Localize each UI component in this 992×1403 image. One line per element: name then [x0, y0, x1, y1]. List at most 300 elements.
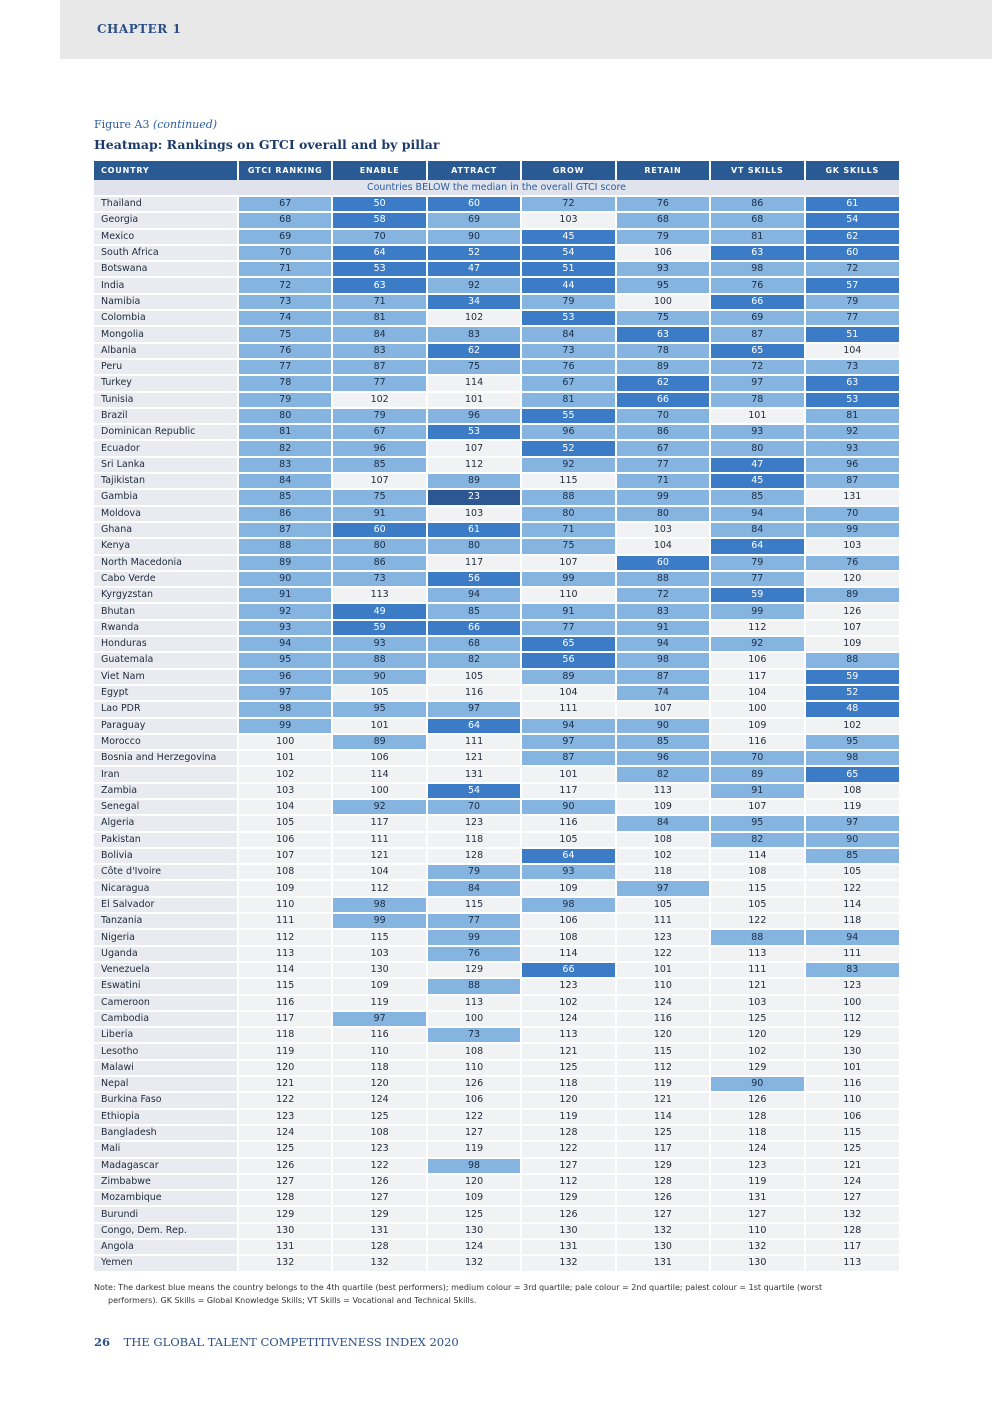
rank-cell: 97 — [616, 880, 710, 896]
rank-cell: 132 — [710, 1239, 804, 1255]
rank-cell: 101 — [616, 962, 710, 978]
rank-cell: 127 — [710, 1206, 804, 1222]
rank-cell: 104 — [710, 685, 804, 701]
rank-cell: 67 — [238, 196, 332, 212]
rank-cell: 120 — [805, 571, 899, 587]
rank-cell: 96 — [332, 440, 426, 456]
rank-cell: 122 — [332, 1158, 426, 1174]
rank-cell: 101 — [238, 750, 332, 766]
rank-cell: 83 — [332, 343, 426, 359]
rank-cell: 118 — [521, 1076, 615, 1092]
rank-cell: 98 — [616, 652, 710, 668]
rank-cell: 109 — [710, 718, 804, 734]
rank-cell: 100 — [238, 734, 332, 750]
rank-cell: 100 — [616, 294, 710, 310]
rank-cell: 111 — [710, 962, 804, 978]
rank-cell: 131 — [521, 1239, 615, 1255]
rank-cell: 65 — [805, 766, 899, 782]
country-cell: Ghana — [94, 522, 238, 538]
rank-cell: 60 — [805, 245, 899, 261]
rank-cell: 132 — [521, 1255, 615, 1271]
rank-cell: 129 — [427, 962, 521, 978]
rank-cell: 127 — [332, 1190, 426, 1206]
rank-cell: 110 — [427, 1060, 521, 1076]
rank-cell: 131 — [805, 489, 899, 505]
rank-cell: 94 — [805, 929, 899, 945]
table-row — [94, 1141, 899, 1157]
table-row — [94, 1190, 899, 1206]
rank-cell: 64 — [521, 848, 615, 864]
rank-cell: 76 — [710, 277, 804, 293]
rank-cell: 123 — [332, 1141, 426, 1157]
rank-cell: 88 — [332, 652, 426, 668]
table-row — [94, 245, 899, 261]
rank-cell: 112 — [616, 1060, 710, 1076]
rank-cell: 53 — [427, 424, 521, 440]
country-cell: Thailand — [94, 196, 238, 212]
country-cell: Eswatini — [94, 978, 238, 994]
rank-cell: 94 — [616, 636, 710, 652]
table-row — [94, 718, 899, 734]
rank-cell: 53 — [332, 261, 426, 277]
rank-cell: 115 — [521, 473, 615, 489]
rank-cell: 114 — [238, 962, 332, 978]
rank-cell: 130 — [616, 1239, 710, 1255]
rank-cell: 92 — [805, 424, 899, 440]
rank-cell: 111 — [616, 913, 710, 929]
rank-cell: 118 — [805, 913, 899, 929]
rank-cell: 75 — [332, 489, 426, 505]
rank-cell: 80 — [616, 506, 710, 522]
rank-cell: 76 — [521, 359, 615, 375]
rank-cell: 132 — [427, 1255, 521, 1271]
rank-cell: 65 — [521, 636, 615, 652]
rank-cell: 108 — [521, 929, 615, 945]
column-header: ATTRACT — [427, 161, 521, 180]
rank-cell: 110 — [521, 587, 615, 603]
table-row — [94, 392, 899, 408]
rank-cell: 77 — [332, 375, 426, 391]
rank-cell: 121 — [616, 1092, 710, 1108]
rank-cell: 108 — [805, 783, 899, 799]
rank-cell: 107 — [521, 555, 615, 571]
table-row — [94, 506, 899, 522]
rank-cell: 113 — [521, 1027, 615, 1043]
rank-cell: 79 — [238, 392, 332, 408]
figure-note — [94, 1281, 899, 1307]
rank-cell: 115 — [332, 929, 426, 945]
rank-cell: 98 — [332, 897, 426, 913]
rank-cell: 74 — [238, 310, 332, 326]
country-cell: Turkey — [94, 375, 238, 391]
rank-cell: 102 — [332, 392, 426, 408]
rank-cell: 132 — [332, 1255, 426, 1271]
rank-cell: 95 — [805, 734, 899, 750]
rank-cell: 114 — [616, 1109, 710, 1125]
rank-cell: 129 — [616, 1158, 710, 1174]
rank-cell: 126 — [521, 1206, 615, 1222]
rank-cell: 125 — [710, 1011, 804, 1027]
rank-cell: 106 — [805, 1109, 899, 1125]
rank-cell: 113 — [616, 783, 710, 799]
rank-cell: 97 — [710, 375, 804, 391]
rank-cell: 90 — [332, 669, 426, 685]
rank-cell: 54 — [427, 783, 521, 799]
rank-cell: 69 — [238, 229, 332, 245]
rank-cell: 100 — [332, 783, 426, 799]
rank-cell: 79 — [427, 864, 521, 880]
rank-cell: 106 — [238, 832, 332, 848]
rank-cell: 132 — [238, 1255, 332, 1271]
rank-cell: 128 — [427, 848, 521, 864]
rank-cell: 95 — [332, 701, 426, 717]
rank-cell: 66 — [710, 294, 804, 310]
rank-cell: 95 — [238, 652, 332, 668]
country-cell: Côte d'Ivoire — [94, 864, 238, 880]
rank-cell: 83 — [616, 603, 710, 619]
rank-cell: 84 — [332, 326, 426, 342]
rank-cell: 85 — [616, 734, 710, 750]
rank-cell: 101 — [427, 392, 521, 408]
rank-cell: 90 — [710, 1076, 804, 1092]
rank-cell: 89 — [427, 473, 521, 489]
rank-cell: 69 — [427, 212, 521, 228]
rank-cell: 68 — [710, 212, 804, 228]
rank-cell: 118 — [427, 832, 521, 848]
table-row — [94, 571, 899, 587]
rank-cell: 95 — [710, 815, 804, 831]
rank-cell: 115 — [805, 1125, 899, 1141]
rank-cell: 128 — [332, 1239, 426, 1255]
rank-cell: 127 — [616, 1206, 710, 1222]
rank-cell: 126 — [805, 603, 899, 619]
rank-cell: 84 — [427, 880, 521, 896]
rank-cell: 128 — [805, 1223, 899, 1239]
table-row — [94, 424, 899, 440]
rank-cell: 98 — [427, 1158, 521, 1174]
table-row — [94, 897, 899, 913]
rank-cell: 23 — [427, 489, 521, 505]
rank-cell: 85 — [238, 489, 332, 505]
country-cell: Gambia — [94, 489, 238, 505]
rank-cell: 67 — [521, 375, 615, 391]
rank-cell: 125 — [238, 1141, 332, 1157]
rank-cell: 63 — [805, 375, 899, 391]
table-row — [94, 669, 899, 685]
rank-cell: 70 — [238, 245, 332, 261]
table-row — [94, 408, 899, 424]
country-cell: Ethiopia — [94, 1109, 238, 1125]
table-row — [94, 1060, 899, 1076]
country-cell: Bolivia — [94, 848, 238, 864]
table-row — [94, 652, 899, 668]
rank-cell: 51 — [805, 326, 899, 342]
rank-cell: 125 — [521, 1060, 615, 1076]
rank-cell: 74 — [616, 685, 710, 701]
rank-cell: 59 — [332, 620, 426, 636]
rank-cell: 126 — [332, 1174, 426, 1190]
rank-cell: 109 — [805, 636, 899, 652]
rank-cell: 111 — [238, 913, 332, 929]
rank-cell: 97 — [805, 815, 899, 831]
rank-cell: 99 — [332, 913, 426, 929]
rank-cell: 67 — [332, 424, 426, 440]
country-cell: Lao PDR — [94, 701, 238, 717]
rank-cell: 113 — [332, 587, 426, 603]
rank-cell: 87 — [616, 669, 710, 685]
rank-cell: 104 — [616, 538, 710, 554]
column-header: VT SKILLS — [710, 161, 804, 180]
table-row — [94, 538, 899, 554]
rank-cell: 65 — [710, 343, 804, 359]
rank-cell: 86 — [332, 555, 426, 571]
rank-cell: 61 — [427, 522, 521, 538]
column-header: GTCI RANKING — [238, 161, 332, 180]
chapter-header-bar — [60, 0, 992, 59]
group-row — [94, 180, 899, 196]
rank-cell: 72 — [616, 587, 710, 603]
country-cell: Egypt — [94, 685, 238, 701]
rank-cell: 83 — [238, 457, 332, 473]
rank-cell: 107 — [805, 620, 899, 636]
rank-cell: 67 — [616, 440, 710, 456]
rank-cell: 92 — [427, 277, 521, 293]
rank-cell: 81 — [710, 229, 804, 245]
column-header: COUNTRY — [94, 161, 238, 180]
rank-cell: 116 — [805, 1076, 899, 1092]
rank-cell: 118 — [710, 1125, 804, 1141]
rank-cell: 91 — [521, 603, 615, 619]
rank-cell: 51 — [521, 261, 615, 277]
country-cell: Bosnia and Herzegovina — [94, 750, 238, 766]
rank-cell: 116 — [427, 685, 521, 701]
table-row — [94, 1239, 899, 1255]
rank-cell: 80 — [427, 538, 521, 554]
rank-cell: 112 — [332, 880, 426, 896]
rank-cell: 131 — [427, 766, 521, 782]
country-cell: Lesotho — [94, 1043, 238, 1059]
rank-cell: 124 — [332, 1092, 426, 1108]
rank-cell: 89 — [616, 359, 710, 375]
table-row — [94, 277, 899, 293]
rank-cell: 97 — [427, 701, 521, 717]
table-row — [94, 261, 899, 277]
rank-cell: 60 — [616, 555, 710, 571]
rank-cell: 90 — [238, 571, 332, 587]
rank-cell: 63 — [616, 326, 710, 342]
rank-cell: 83 — [805, 962, 899, 978]
rank-cell: 45 — [521, 229, 615, 245]
table-row — [94, 1011, 899, 1027]
country-cell: Moldova — [94, 506, 238, 522]
table-row — [94, 734, 899, 750]
country-cell: North Macedonia — [94, 555, 238, 571]
country-cell: Burundi — [94, 1206, 238, 1222]
rank-cell: 62 — [805, 229, 899, 245]
rank-cell: 87 — [238, 522, 332, 538]
country-cell: Guatemala — [94, 652, 238, 668]
rank-cell: 110 — [332, 1043, 426, 1059]
rank-cell: 106 — [427, 1092, 521, 1108]
table-row — [94, 1043, 899, 1059]
table-row — [94, 1223, 899, 1239]
country-cell: Brazil — [94, 408, 238, 424]
rank-cell: 82 — [616, 766, 710, 782]
rank-cell: 96 — [521, 424, 615, 440]
rank-cell: 86 — [238, 506, 332, 522]
rank-cell: 115 — [616, 1043, 710, 1059]
table-row — [94, 995, 899, 1011]
rank-cell: 64 — [427, 718, 521, 734]
rank-cell: 129 — [805, 1027, 899, 1043]
rank-cell: 88 — [238, 538, 332, 554]
table-header-row — [94, 161, 899, 180]
table-row — [94, 978, 899, 994]
rank-cell: 77 — [238, 359, 332, 375]
rank-cell: 120 — [427, 1174, 521, 1190]
rank-cell: 88 — [616, 571, 710, 587]
country-cell: Zambia — [94, 783, 238, 799]
rank-cell: 58 — [332, 212, 426, 228]
rank-cell: 79 — [616, 229, 710, 245]
rank-cell: 88 — [521, 489, 615, 505]
rank-cell: 123 — [521, 978, 615, 994]
table-row — [94, 522, 899, 538]
rank-cell: 130 — [521, 1223, 615, 1239]
rank-cell: 90 — [616, 718, 710, 734]
rank-cell: 82 — [710, 832, 804, 848]
rank-cell: 105 — [238, 815, 332, 831]
rank-cell: 102 — [805, 718, 899, 734]
rank-cell: 104 — [805, 343, 899, 359]
rank-cell: 77 — [427, 913, 521, 929]
rank-cell: 82 — [427, 652, 521, 668]
rank-cell: 119 — [710, 1174, 804, 1190]
rank-cell: 76 — [616, 196, 710, 212]
rank-cell: 108 — [427, 1043, 521, 1059]
rank-cell: 117 — [427, 555, 521, 571]
rank-cell: 85 — [332, 457, 426, 473]
rank-cell: 76 — [238, 343, 332, 359]
rank-cell: 96 — [616, 750, 710, 766]
rank-cell: 112 — [710, 620, 804, 636]
rank-cell: 116 — [710, 734, 804, 750]
rank-cell: 122 — [238, 1092, 332, 1108]
rank-cell: 109 — [238, 880, 332, 896]
note-line-2: performers). GK Skills = Global Knowledge Skills; VT Skills = Vocational and Technical Skills. — [108, 1296, 477, 1305]
rank-cell: 119 — [427, 1141, 521, 1157]
rank-cell: 116 — [521, 815, 615, 831]
rank-cell: 116 — [238, 995, 332, 1011]
rank-cell: 70 — [332, 229, 426, 245]
rank-cell: 100 — [805, 995, 899, 1011]
rank-cell: 128 — [238, 1190, 332, 1206]
rank-cell: 91 — [238, 587, 332, 603]
country-cell: Burkina Faso — [94, 1092, 238, 1108]
country-cell: El Salvador — [94, 897, 238, 913]
rank-cell: 124 — [427, 1239, 521, 1255]
rank-cell: 119 — [616, 1076, 710, 1092]
rank-cell: 90 — [427, 229, 521, 245]
country-cell: Yemen — [94, 1255, 238, 1271]
rank-cell: 101 — [332, 718, 426, 734]
rank-cell: 84 — [616, 815, 710, 831]
country-cell: Tajikistan — [94, 473, 238, 489]
rank-cell: 105 — [427, 669, 521, 685]
table-row — [94, 929, 899, 945]
rank-cell: 124 — [805, 1174, 899, 1190]
rank-cell: 119 — [521, 1109, 615, 1125]
country-cell: Iran — [94, 766, 238, 782]
rank-cell: 77 — [521, 620, 615, 636]
note-line-1: Note: The darkest blue means the country belongs to the 4th quartile (best performers); medium colour = 3rd quartile; pale colour = 2nd quartile; palest colour = 1st quartile (worst — [94, 1283, 823, 1292]
rank-cell: 128 — [521, 1125, 615, 1141]
country-cell: Mongolia — [94, 326, 238, 342]
country-cell: Kenya — [94, 538, 238, 554]
rank-cell: 86 — [710, 196, 804, 212]
rank-cell: 89 — [521, 669, 615, 685]
rank-cell: 70 — [427, 799, 521, 815]
rank-cell: 125 — [427, 1206, 521, 1222]
country-cell: Cameroon — [94, 995, 238, 1011]
rank-cell: 120 — [616, 1027, 710, 1043]
rank-cell: 87 — [332, 359, 426, 375]
rank-cell: 60 — [332, 522, 426, 538]
country-cell: India — [94, 277, 238, 293]
rank-cell: 93 — [332, 636, 426, 652]
country-cell: Congo, Dem. Rep. — [94, 1223, 238, 1239]
rank-cell: 70 — [616, 408, 710, 424]
rank-cell: 128 — [616, 1174, 710, 1190]
rank-cell: 106 — [616, 245, 710, 261]
rank-cell: 80 — [521, 506, 615, 522]
rank-cell: 68 — [238, 212, 332, 228]
table-row — [94, 620, 899, 636]
table-row — [94, 440, 899, 456]
rank-cell: 112 — [805, 1011, 899, 1027]
rank-cell: 102 — [238, 766, 332, 782]
rank-cell: 80 — [332, 538, 426, 554]
rank-cell: 114 — [332, 766, 426, 782]
rank-cell: 99 — [427, 929, 521, 945]
rank-cell: 71 — [238, 261, 332, 277]
table-row — [94, 1174, 899, 1190]
country-cell: Dominican Republic — [94, 424, 238, 440]
rank-cell: 59 — [805, 669, 899, 685]
rank-cell: 102 — [616, 848, 710, 864]
rank-cell: 112 — [427, 457, 521, 473]
page-footer — [94, 1335, 459, 1349]
rank-cell: 77 — [616, 457, 710, 473]
country-cell: Colombia — [94, 310, 238, 326]
rank-cell: 130 — [238, 1223, 332, 1239]
country-cell: Rwanda — [94, 620, 238, 636]
rank-cell: 77 — [805, 310, 899, 326]
table-row — [94, 1027, 899, 1043]
rank-cell: 69 — [710, 310, 804, 326]
rank-cell: 132 — [805, 1206, 899, 1222]
rank-cell: 92 — [332, 799, 426, 815]
rank-cell: 117 — [616, 1141, 710, 1157]
rank-cell: 94 — [238, 636, 332, 652]
rank-cell: 88 — [710, 929, 804, 945]
rank-cell: 90 — [521, 799, 615, 815]
rank-cell: 132 — [616, 1223, 710, 1239]
rank-cell: 49 — [332, 603, 426, 619]
rank-cell: 120 — [521, 1092, 615, 1108]
table-row — [94, 555, 899, 571]
rank-cell: 60 — [427, 196, 521, 212]
